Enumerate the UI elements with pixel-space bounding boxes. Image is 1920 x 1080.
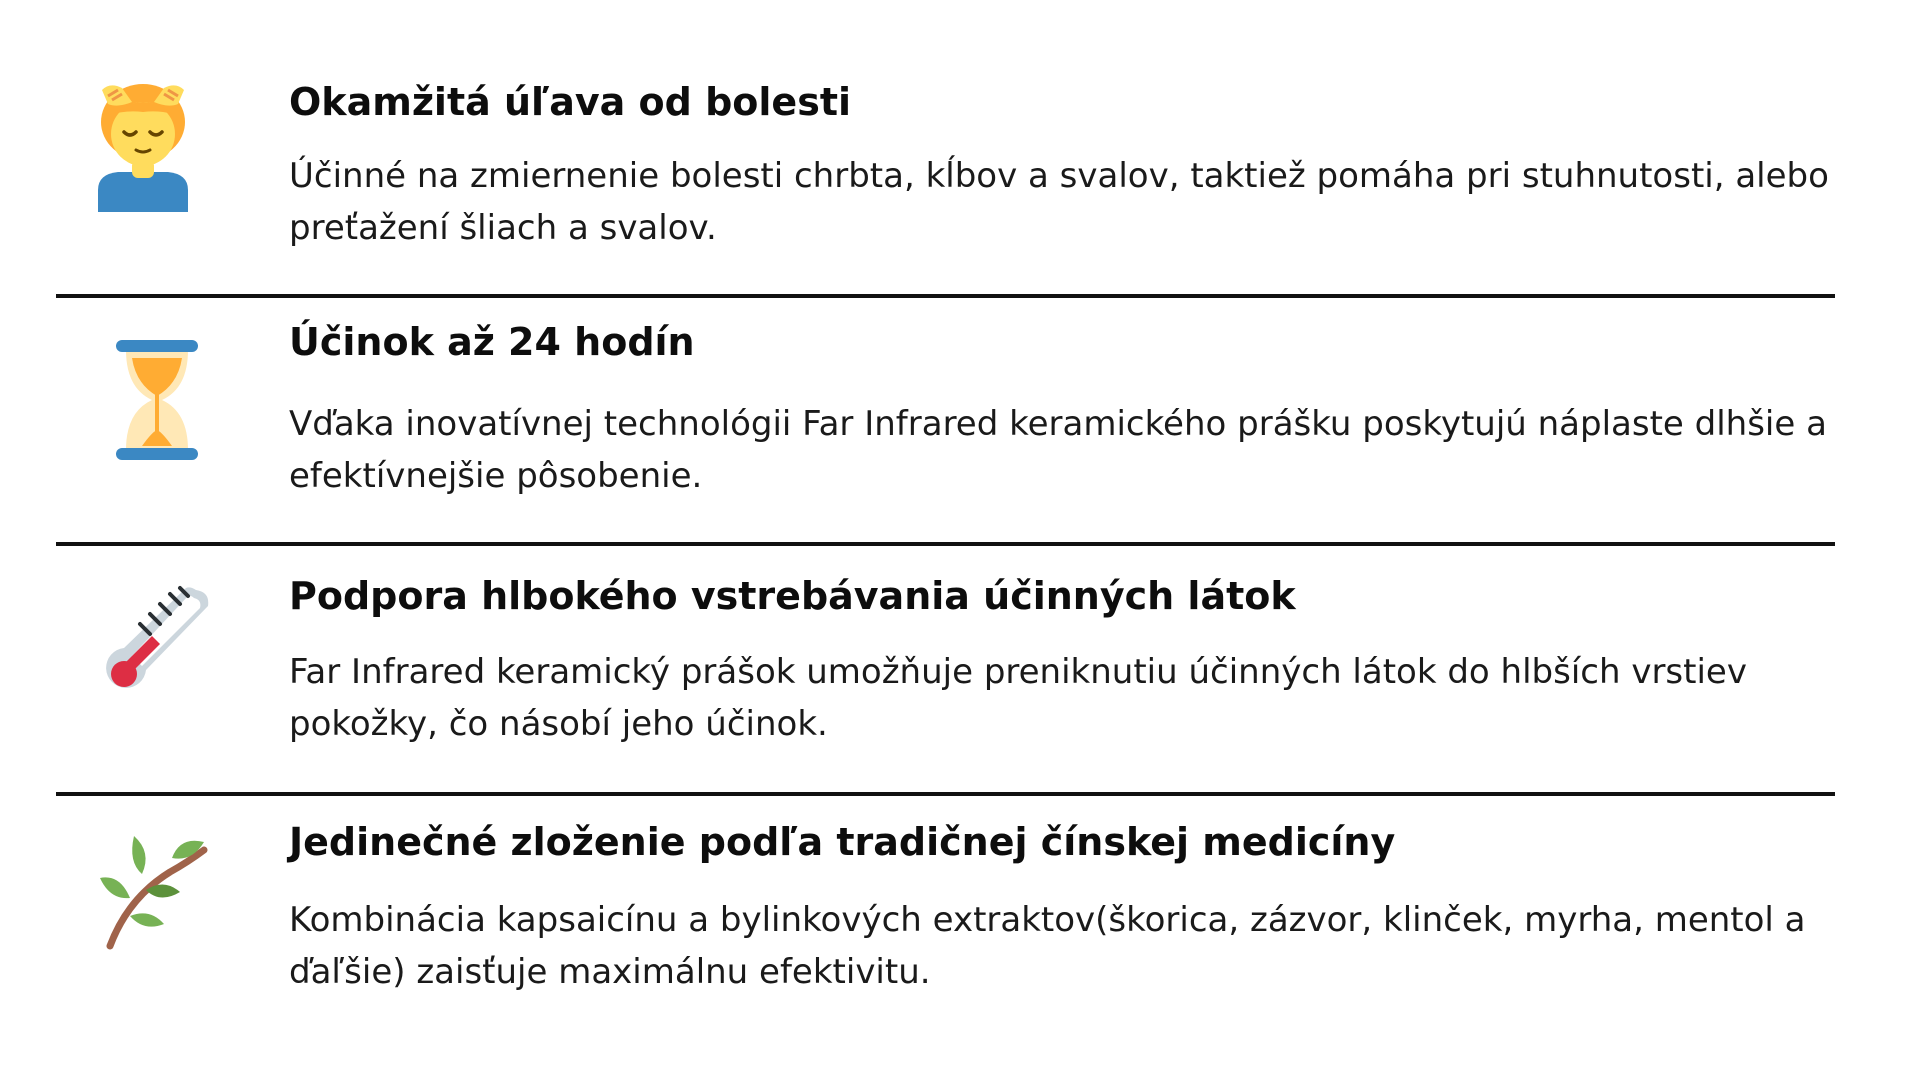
thermometer-icon (96, 582, 216, 702)
divider (56, 792, 1835, 796)
divider (56, 542, 1835, 546)
feature-description: Kombinácia kapsaicínu a bylinkových extraktov(škorica, zázvor, klinček, myrha, mentol a ďaľšie) zaisťuje maximálnu efektivitu. (289, 900, 1806, 992)
divider (56, 294, 1835, 298)
feature-title: Okamžitá úľava od bolesti (289, 80, 852, 124)
hourglass-icon (112, 336, 202, 464)
feature-description: Účinné na zmiernenie bolesti chrbta, kĺbov a svalov, taktiež pomáha pri stuhnutosti, alebo preťažení šliach a svalov. (289, 156, 1829, 248)
herb-branch-icon (100, 828, 214, 950)
feature-title: Jedinečné zloženie podľa tradičnej čínskej medicíny (289, 820, 1396, 864)
massage-person-icon (88, 82, 198, 212)
feature-title: Účinok až 24 hodín (289, 320, 695, 364)
feature-description: Vďaka inovatívnej technológii Far Infrared keramického prášku poskytujú náplaste dlhšie a efektívnejšie pôsobenie. (289, 404, 1827, 496)
feature-title: Podpora hlbokého vstrebávania účinných látok (289, 574, 1296, 618)
feature-description: Far Infrared keramický prášok umožňuje preniknutiu účinných látok do hlbších vrstiev pokožky, čo násobí jeho účinok. (289, 652, 1747, 744)
